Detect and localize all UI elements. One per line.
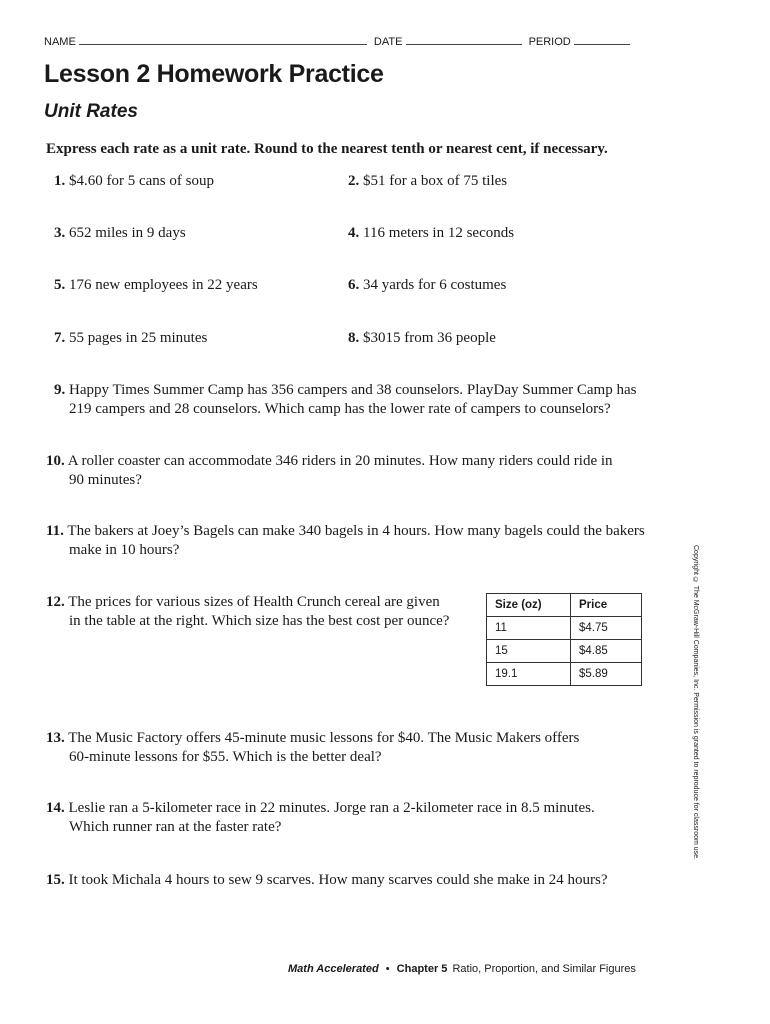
problem-text-line2: 60-minute lessons for $55. Which is the better deal?: [69, 749, 382, 765]
problem-text: $51 for a box of 75 tiles: [363, 173, 508, 189]
problem-text: 652 miles in 9 days: [69, 225, 186, 241]
problem-text-line2: make in 10 hours?: [69, 542, 180, 558]
problem-text-line2: 90 minutes?: [69, 472, 142, 488]
table-row: [487, 663, 642, 686]
problem-number: 2.: [348, 173, 360, 189]
copyright-notice: Copyright © The McGraw-Hill Companies, Inc. Permission is granted to reproduce for classroom use.: [692, 545, 699, 860]
problem-number: 1.: [54, 173, 66, 189]
problem-number: 4.: [348, 225, 360, 241]
problem-text-line1: A roller coaster can accommodate 346 riders in 20 minutes. How many riders could ride in: [67, 453, 613, 469]
table-header-price: Price: [571, 594, 642, 617]
problem-4: [348, 224, 514, 243]
table-cell-size: 15: [487, 640, 571, 663]
problem-number: 5.: [54, 277, 66, 293]
problem-10: [46, 452, 613, 490]
problem-text-line2: in the table at the right. Which size has the best cost per ounce?: [69, 613, 450, 629]
table-row: [487, 640, 642, 663]
problem-7: [54, 329, 207, 348]
period-label: PERIOD: [528, 36, 571, 48]
problem-3: [54, 224, 186, 243]
date-blank: [406, 34, 522, 45]
problem-text-line1: The bakers at Joey’s Bagels can make 340 bagels in 4 hours. How many bagels could the bakers: [67, 523, 645, 539]
page-subtitle: Unit Rates: [44, 101, 138, 122]
problem-number: 15.: [46, 872, 65, 888]
problem-number: 6.: [348, 277, 360, 293]
problem-number: 9.: [54, 382, 66, 398]
name-blank: [79, 34, 367, 45]
instructions: Express each rate as a unit rate. Round to the nearest tenth or nearest cent, if necessary.: [46, 141, 608, 157]
problem-text: $4.60 for 5 cans of soup: [69, 173, 214, 189]
problem-14: [46, 799, 595, 837]
problem-text: 55 pages in 25 minutes: [69, 330, 208, 346]
problem-15: [46, 871, 608, 890]
problem-5: [54, 276, 258, 295]
problem-9: [54, 381, 636, 419]
period-blank: [574, 34, 630, 45]
problem-12: [46, 593, 449, 631]
table-row: [487, 617, 642, 640]
problem-text-line1: The prices for various sizes of Health Crunch cereal are given: [68, 594, 440, 610]
problem-text-line1: Leslie ran a 5-kilometer race in 22 minutes. Jorge ran a 2-kilometer race in 8.5 minutes.: [68, 800, 595, 816]
table-cell-price: $5.89: [571, 663, 642, 686]
footer-book-title: Math Accelerated: [288, 963, 379, 975]
problem-text: 34 yards for 6 costumes: [363, 277, 507, 293]
problem-text-line2: Which runner ran at the faster rate?: [69, 819, 282, 835]
problem-number: 3.: [54, 225, 66, 241]
page-title: Lesson 2 Homework Practice: [44, 60, 384, 88]
problem-11: [46, 522, 645, 560]
problem-text: $3015 from 36 people: [363, 330, 496, 346]
problem-text: 176 new employees in 22 years: [69, 277, 258, 293]
footer-bullet: •: [385, 963, 390, 975]
table-cell-size: 11: [487, 617, 571, 640]
problem-number: 13.: [46, 730, 65, 746]
problem-number: 14.: [46, 800, 65, 816]
problem-number: 12.: [46, 594, 65, 610]
table-cell-price: $4.85: [571, 640, 642, 663]
page-footer: [288, 963, 636, 975]
header-fields: [44, 34, 630, 48]
problem-number: 7.: [54, 330, 66, 346]
date-label: DATE: [373, 36, 403, 48]
footer-chapter-title: Ratio, Proportion, and Similar Figures: [452, 963, 636, 975]
problem-1: [54, 172, 214, 191]
problem-number: 8.: [348, 330, 360, 346]
problem-text-line2: 219 campers and 28 counselors. Which camp has the lower rate of campers to counselors?: [69, 401, 611, 417]
problem-number: 10.: [46, 453, 65, 469]
problem-6: [348, 276, 506, 295]
problem-text: 116 meters in 12 seconds: [363, 225, 515, 241]
table-header-size: Size (oz): [487, 594, 571, 617]
name-label: NAME: [44, 36, 76, 48]
price-table: [486, 593, 642, 686]
table-cell-size: 19.1: [487, 663, 571, 686]
problem-text-line1: It took Michala 4 hours to sew 9 scarves. How many scarves could she make in 24 hours?: [68, 872, 608, 888]
problem-2: [348, 172, 507, 191]
problem-text-line1: Happy Times Summer Camp has 356 campers and 38 counselors. PlayDay Summer Camp has: [69, 382, 637, 398]
problem-8: [348, 329, 496, 348]
problem-13: [46, 729, 579, 767]
table-header-row: [487, 594, 642, 617]
problem-number: 11.: [46, 523, 64, 539]
problem-text-line1: The Music Factory offers 45-minute music lessons for $40. The Music Makers offers: [68, 730, 580, 746]
footer-chapter: Chapter 5: [396, 963, 448, 975]
table-cell-price: $4.75: [571, 617, 642, 640]
